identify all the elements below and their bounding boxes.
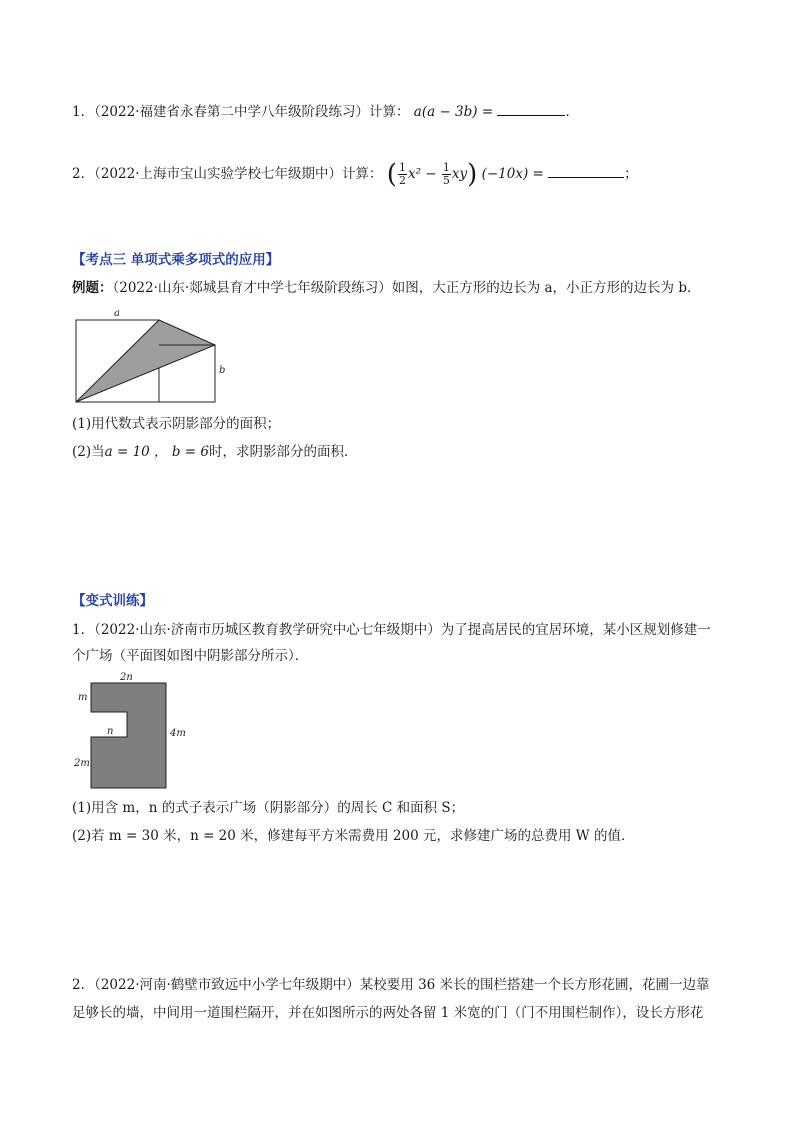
question-2 bbox=[72, 160, 638, 189]
q2-fraction-1: $\frac{1}{2}$ bbox=[398, 161, 406, 187]
q2-fraction-2: $\frac{1}{5}$ bbox=[442, 161, 450, 187]
q2-x-squared: x² bbox=[407, 166, 421, 182]
q1-answer-blank[interactable] bbox=[497, 101, 565, 116]
q2-answer-blank[interactable] bbox=[548, 163, 624, 178]
q1-expression: a(a − 3b) = bbox=[413, 104, 494, 120]
question-1 bbox=[72, 101, 579, 122]
q2-source: （2022·上海市宝山实验学校七年级期中）计算： bbox=[94, 166, 383, 182]
example-figure bbox=[72, 305, 232, 405]
example-line bbox=[72, 278, 700, 298]
section-title-topic-3: 【考点三 单项式乘多项式的应用】 bbox=[72, 252, 280, 268]
label-a: a bbox=[114, 308, 120, 319]
variant-q1-line-2: 个广场（平面图如图中阴影部分所示）． bbox=[72, 648, 309, 664]
q1-source: （2022·福建省永春第二中学八年级阶段练习）计算： bbox=[94, 104, 410, 120]
q1-end: ． bbox=[565, 104, 579, 120]
variant-q1-part-1: (1)用含 m，n 的式子表示广场（阴影部分）的周长 C 和面积 S； bbox=[72, 800, 465, 816]
q2-rest: (−10x) = bbox=[481, 166, 544, 182]
q2-left-paren: ( bbox=[386, 159, 397, 190]
example-label: 例题： bbox=[72, 280, 113, 296]
q1-number: 1． bbox=[72, 104, 95, 120]
variant-q1-part-2: (2)若 m = 30 米，n = 20 米，修建每平方米需费用 200 元，求修建广场的总费用 W 的值． bbox=[72, 828, 635, 844]
example-part-2: (2)当a = 10 ， b = 6时，求阴影部分的面积． bbox=[72, 444, 358, 460]
label-n: n bbox=[107, 726, 114, 737]
example-condition: a = 10 ， b = 6 bbox=[104, 444, 209, 460]
q2-minus: − bbox=[420, 166, 441, 182]
variant-q2-line-1: 2．（2022·河南·鹤壁市致远中小学七年级期中）某校要用 36 米长的围栏搭建一个长方形花圃，花圃一边靠 bbox=[72, 977, 710, 993]
label-m: m bbox=[78, 692, 88, 703]
q2-number: 2． bbox=[72, 166, 95, 182]
plaza-shape bbox=[91, 683, 166, 788]
label-4m: 4m bbox=[170, 728, 186, 739]
section-title-variant: 【变式训练】 bbox=[72, 593, 153, 609]
example-text: （2022·山东·郯城县育才中学七年级阶段练习）如图，大正方形的边长为 a，小正方形的边长为 b． bbox=[112, 280, 701, 296]
label-2m: 2m bbox=[74, 758, 90, 769]
example-part-1: (1)用代数式表示阴影部分的面积； bbox=[72, 416, 281, 432]
label-b: b bbox=[219, 365, 226, 376]
plaza-figure bbox=[72, 670, 192, 792]
q2-xy: xy bbox=[451, 166, 468, 182]
q2-end: ； bbox=[624, 166, 638, 182]
variant-q2-line-2: 足够长的墙，中间用一道围栏隔开，并在如图所示的两处各留 1 米宽的门（门不用围栏制作），设长方形花 bbox=[72, 1005, 704, 1021]
variant-q1-line-1: 1．（2022·山东·济南市历城区教育教学研究中心七年级期中）为了提高居民的宜居环境，某小区规划修建一 bbox=[72, 622, 711, 638]
label-2n: 2n bbox=[120, 672, 133, 683]
q2-right-paren: ) bbox=[467, 159, 478, 190]
shaded-triangle bbox=[76, 320, 215, 402]
